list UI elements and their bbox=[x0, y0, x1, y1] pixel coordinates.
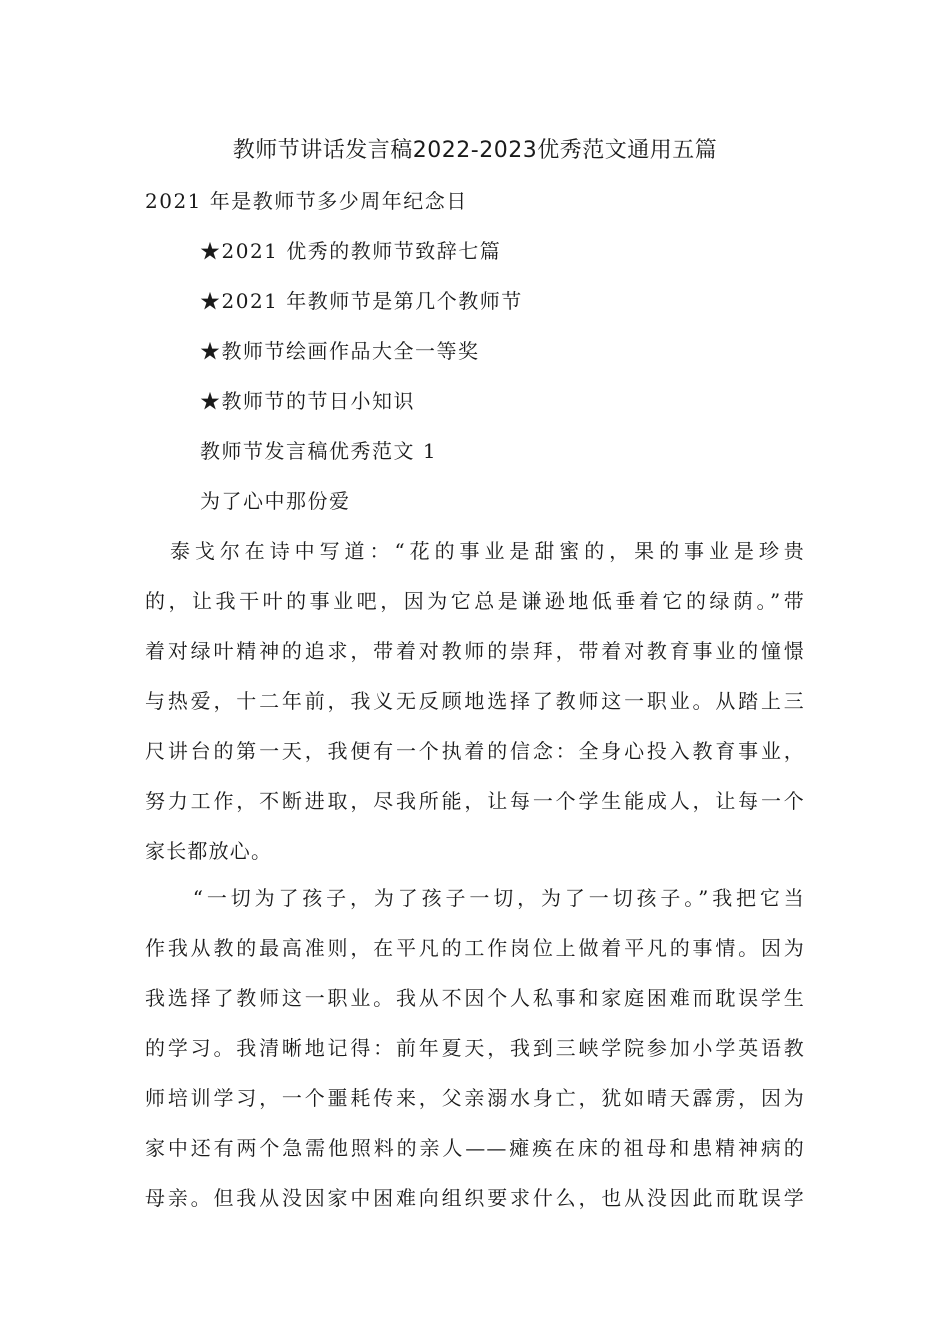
document-title: 教师节讲话发言稿2022-2023优秀范文通用五篇 bbox=[232, 138, 718, 163]
paragraph-line: 泰戈尔在诗中写道：“花的事业是甜蜜的，果的事业是珍贵 bbox=[145, 539, 805, 563]
paragraph-line: 作我从教的最高准则，在平凡的工作岗位上做着平凡的事情。因为 bbox=[145, 936, 805, 960]
paragraph-1 bbox=[145, 526, 805, 876]
section-heading: 教师节发言稿优秀范文 1 bbox=[200, 439, 438, 463]
link-item[interactable]: ★2021 优秀的教师节致辞七篇 bbox=[200, 239, 502, 263]
paragraph-line: 着对绿叶精神的追求，带着对教师的崇拜，带着对教育事业的憧憬 bbox=[145, 639, 805, 663]
paragraph-line: 的学习。我清晰地记得：前年夏天，我到三峡学院参加小学英语教 bbox=[145, 1036, 805, 1060]
paragraph-line: 尺讲台的第一天，我便有一个执着的信念：全身心投入教育事业， bbox=[145, 739, 805, 763]
intro-line: 2021 年是教师节多少周年纪念日 bbox=[145, 189, 468, 213]
paragraph-line: 与热爱，十二年前，我义无反顾地选择了教师这一职业。从踏上三 bbox=[145, 689, 805, 713]
link-item[interactable]: ★教师节绘画作品大全一等奖 bbox=[200, 339, 480, 363]
paragraph-line: 家长都放心。 bbox=[145, 839, 273, 863]
paragraph-line: 师培训学习，一个噩耗传来，父亲溺水身亡，犹如晴天霹雳，因为 bbox=[145, 1086, 805, 1110]
paragraph-line: 母亲。但我从没因家中困难向组织要求什么，也从没因此而耽误学 bbox=[145, 1186, 805, 1210]
paragraph-line: 努力工作，不断进取，尽我所能，让每一个学生能成人，让每一个 bbox=[145, 789, 805, 813]
article-title: 为了心中那份爱 bbox=[200, 489, 351, 513]
paragraph-line: “一切为了孩子，为了孩子一切，为了一切孩子。”我把它当 bbox=[145, 886, 805, 910]
link-item[interactable]: ★2021 年教师节是第几个教师节 bbox=[200, 289, 523, 313]
paragraph-line: 的，让我干叶的事业吧，因为它总是谦逊地低垂着它的绿荫。”带 bbox=[145, 589, 805, 613]
paragraph-2 bbox=[145, 873, 805, 1223]
paragraph-line: 家中还有两个急需他照料的亲人——瘫痪在床的祖母和患精神病的 bbox=[145, 1136, 805, 1160]
link-item[interactable]: ★教师节的节日小知识 bbox=[200, 389, 415, 413]
paragraph-line: 我选择了教师这一职业。我从不因个人私事和家庭困难而耽误学生 bbox=[145, 986, 805, 1010]
